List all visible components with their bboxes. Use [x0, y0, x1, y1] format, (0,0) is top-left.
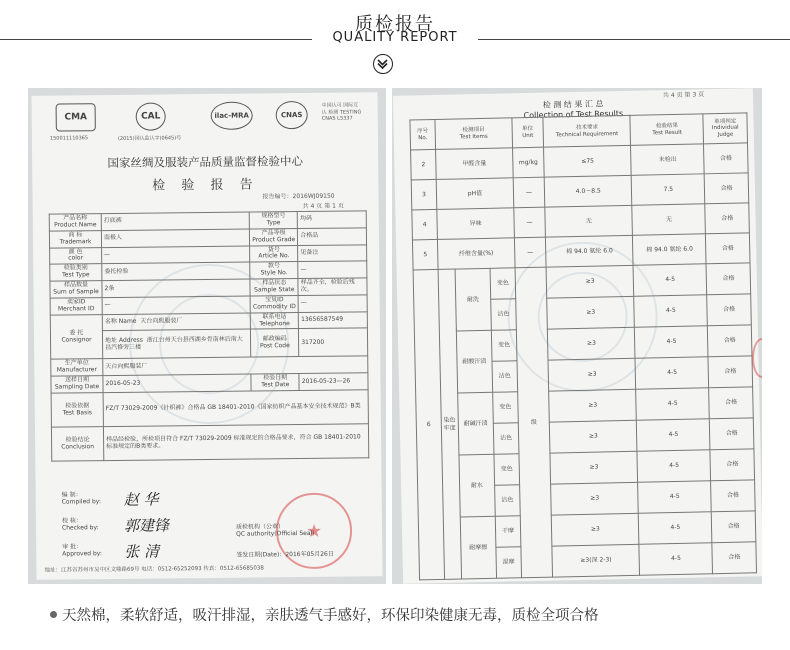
- field-value: 2016-05-23: [103, 374, 251, 392]
- checker-label: 校 核： Checked by:: [61, 517, 99, 532]
- field-value: 均码: [297, 211, 366, 229]
- cell-sub-item: 沾色: [495, 485, 521, 517]
- cell-item: pH值: [436, 178, 514, 210]
- cell-result: 4-5: [639, 512, 712, 545]
- column-header: 单位 Unit: [512, 117, 544, 148]
- results-title: 检 测 结 果 汇 总 Collection of Test Results: [523, 99, 624, 120]
- field-label: 样品数量 Sum of Sample: [50, 281, 102, 298]
- cell-no: 6: [413, 269, 444, 579]
- star-icon: ★: [305, 520, 323, 542]
- page-info: 共 4 页 第 1 页: [302, 202, 344, 210]
- cell-sub-item: 变色: [494, 454, 520, 486]
- field-label: 产品等级 Product Grade: [250, 228, 298, 245]
- cma-logo: CMA: [56, 103, 96, 131]
- field-value: 13656587549: [299, 312, 368, 330]
- cal-logo: CAL: [136, 102, 166, 130]
- issue-date: 签发日期(Date)：2016年05月26日: [236, 550, 334, 559]
- field-value: —: [102, 246, 250, 264]
- cell-result: 4-5: [634, 295, 707, 328]
- page-title: 质检报告: [355, 14, 435, 35]
- cell-requirement: ≥3(深 2-3): [552, 544, 640, 577]
- field-label: 样品状态 Sample State: [250, 279, 298, 296]
- cell-judge: 合格: [708, 356, 752, 388]
- cell-result: 4-5: [635, 357, 708, 390]
- cell-result: 4-5: [638, 481, 711, 514]
- cell-result: 4-5: [637, 450, 710, 483]
- consignor-name: 名称 Name 天台向熙服装厂: [102, 313, 250, 331]
- table-row: [51, 424, 368, 461]
- cell-unit: 级: [515, 267, 553, 578]
- product-tagline: [50, 604, 599, 625]
- field-value: 317200: [299, 328, 368, 357]
- cell-requirement: 无: [545, 205, 633, 237]
- field-label: 生产单位 Manufacturer: [51, 359, 103, 376]
- cell-group-label: 染色牢度: [438, 269, 461, 579]
- approver-signature: 张 清: [124, 542, 160, 561]
- certificate-photo: [28, 88, 386, 584]
- field-label: 款号 Style No.: [250, 262, 298, 279]
- cell-result: 7.5: [632, 174, 705, 206]
- field-label: 检验依据 Test Basis: [51, 393, 103, 428]
- cell-result: 4-5: [636, 388, 709, 421]
- cell-requirement: 棉 94.0 氨纶 6.0: [546, 235, 634, 267]
- ilac-logo: ilac-MRA: [211, 102, 253, 130]
- column-header: 序号 No.: [410, 119, 436, 150]
- cell-result: 4-5: [639, 543, 712, 576]
- cnas-logo: CNAS: [276, 101, 308, 129]
- certificate-table: [49, 210, 370, 461]
- chevron-down-icon[interactable]: [373, 54, 393, 74]
- field-value: 样品经检验，所检项目符合 FZ/T 73029-2009 标准规定的合格品要求，符合 GB 18401-2010 标准规定的B类要求。: [103, 424, 368, 461]
- table-row: [51, 390, 368, 427]
- cell-judge: 合格: [711, 511, 755, 543]
- cell-requirement: ≤75: [544, 145, 632, 177]
- field-label: 卖家ID Merchant ID: [50, 298, 102, 315]
- cnas-note: 中国认可 国际互认 检测 TESTING CNAS L5337: [321, 102, 362, 122]
- field-value: 见备注: [298, 244, 367, 262]
- cal-caption: (2015)国认监认字(0645)号: [117, 135, 182, 142]
- cell-judge: 合格: [706, 263, 750, 295]
- cell-judge: 合格: [710, 418, 754, 450]
- field-label: 货号 Article No.: [250, 245, 298, 262]
- field-label: 规格型号 Type: [249, 212, 297, 229]
- cell-result: 4-5: [637, 419, 710, 452]
- field-value: —: [298, 295, 367, 313]
- cell-subgroup: 耐摩擦: [460, 516, 497, 579]
- cell-no: 4: [412, 209, 438, 240]
- cell-result: 棉 94.0 氨纶 6.0: [633, 234, 706, 266]
- cell-requirement: ≥3: [549, 389, 637, 422]
- certification-logos: [46, 100, 366, 143]
- cell-judge: 合格: [706, 233, 750, 264]
- results-table: [409, 112, 757, 580]
- field-label: 委 托 Consignor: [50, 314, 102, 359]
- results-photo: [392, 88, 762, 584]
- field-value: 2条: [102, 279, 250, 297]
- cell-sub-item: 沾色: [491, 299, 517, 331]
- cell-result: 未检出: [631, 144, 704, 176]
- cell-judge: 合格: [704, 173, 748, 204]
- field-label: 检验类别 Test Type: [50, 264, 102, 281]
- cell-unit: —: [514, 207, 546, 238]
- cell-no: 3: [411, 179, 437, 210]
- field-value: —: [298, 261, 367, 279]
- field-value: 天台向熙服装厂: [103, 356, 368, 376]
- cell-requirement: ≥3: [546, 265, 634, 298]
- cell-item: 甲醛含量: [436, 148, 514, 180]
- cell-subgroup: 耐酸汗渍: [456, 330, 493, 393]
- field-value: 打底裤: [101, 212, 249, 230]
- certificate-footer: 地址：江苏省苏州市吴中区文鼎路69号 电话：0512-65252093 传真：0512-65685038: [44, 565, 264, 574]
- cell-sub-item: 变色: [490, 268, 516, 300]
- cell-subgroup: 耐洗: [455, 268, 492, 331]
- tagline-text: 天然棉，柔软舒适，吸汗排湿，亲肤透气手感好，环保印染健康无毒，质检全项合格: [62, 608, 599, 624]
- field-value: 2016-05-23—26: [299, 373, 368, 391]
- checker-signature: 郭建锋: [123, 516, 170, 535]
- cell-sub-item: 变色: [493, 392, 519, 424]
- cell-unit: mg/kg: [512, 147, 544, 178]
- field-value: 合格品: [298, 228, 367, 246]
- cell-no: 5: [412, 239, 438, 270]
- cell-item: 异味: [437, 208, 515, 240]
- field-label: 检验日期 Test Date: [251, 374, 299, 391]
- cell-judge: 合格: [710, 449, 754, 481]
- cell-requirement: ≥3: [551, 482, 639, 515]
- cell-sub-item: 变色: [491, 330, 517, 362]
- approver-label: 审 批： Approved by:: [62, 543, 102, 558]
- field-label: 送样日期 Sampling Date: [51, 376, 103, 393]
- cell-requirement: 4.0～8.5: [544, 175, 632, 207]
- cell-result: 无: [632, 204, 705, 236]
- field-value: —: [102, 296, 250, 314]
- field-value: 南极人: [101, 229, 249, 247]
- compiler-label: 编 制： Compiled by:: [61, 491, 101, 506]
- cell-requirement: ≥3: [549, 420, 637, 453]
- cell-judge: 合格: [708, 325, 752, 357]
- cell-judge: 合格: [711, 480, 755, 512]
- column-header: 单项判定 Individual Judge: [703, 113, 747, 144]
- field-label: 联系电话 Telephone: [251, 312, 299, 329]
- cell-unit: —: [513, 177, 545, 208]
- cell-judge: 合格: [709, 387, 753, 419]
- results-paper: [393, 88, 762, 583]
- page-subtitle: QUALITY REPORT: [332, 30, 458, 45]
- cell-requirement: ≥3: [547, 327, 635, 360]
- field-label: 颜 色 color: [50, 247, 102, 264]
- field-value: 委托检验: [102, 262, 250, 280]
- field-label: 检验结论 Conclusion: [51, 427, 103, 462]
- field-value: 样品齐全，检验后残次。: [298, 278, 367, 296]
- cell-subgroup: 耐碱汗渍: [457, 392, 494, 455]
- cell-requirement: ≥3: [550, 451, 638, 484]
- cell-sub-item: 干摩: [495, 516, 521, 548]
- field-label: 宝贝ID Commodity ID: [250, 295, 298, 312]
- cell-judge: 合格: [704, 143, 748, 174]
- qc-authority: 质检机构（公章） QC authority(Official Seal): [235, 523, 315, 538]
- institute-name: 国家丝绸及服装产品质量监督检验中心: [107, 153, 303, 171]
- cell-judge: 合格: [705, 203, 749, 234]
- cell-sub-item: 沾色: [492, 361, 518, 393]
- column-header: 技术要求 Technical Requirement: [543, 115, 631, 147]
- field-label: 商 标 Trademark: [49, 230, 101, 247]
- cell-no: 2: [411, 149, 437, 180]
- field-value: FZ/T 73029-2009《针织裤》合格品 GB 18401-2010《国家纺织产品基本安全技术规范》B类: [103, 390, 368, 427]
- page-info: 共 4 页 第 3 页: [662, 91, 705, 100]
- compiler-signature: 赵 华: [123, 490, 159, 509]
- field-label: 产品名称 Product Name: [49, 214, 101, 231]
- cell-subgroup: 耐水: [459, 454, 496, 517]
- column-header: 检验结果 Test Result: [630, 114, 703, 146]
- header-divider-right: [478, 39, 790, 40]
- report-title: 检 验 报 告: [152, 177, 259, 194]
- cell-sub-item: 沾色: [493, 423, 519, 455]
- cell-requirement: ≥3: [548, 358, 636, 391]
- field-label: 邮政编码 Post Code: [251, 329, 299, 358]
- cma-caption: 150011110365: [49, 135, 89, 142]
- header-divider-left: [0, 39, 312, 40]
- cell-result: 4-5: [635, 326, 708, 359]
- cell-requirement: ≥3: [551, 513, 639, 546]
- report-number: 报告编号：2016WJ09150: [262, 192, 335, 201]
- cell-unit: —: [514, 237, 546, 268]
- cell-result: 4-5: [634, 264, 707, 297]
- consignor-address: 地址 Address 浙江台州天台县西湖乡骨南林后南大昌汽修旁三楼: [102, 330, 251, 360]
- cell-sub-item: 湿摩: [496, 547, 522, 579]
- column-header: 检测项目 Test Items: [435, 118, 513, 150]
- cell-requirement: ≥3: [547, 296, 635, 329]
- bullet-icon: [50, 611, 57, 618]
- cell-judge: 合格: [712, 542, 756, 574]
- certificate-paper: [31, 92, 382, 580]
- cell-item: 纤维含量(%): [437, 238, 515, 270]
- cell-judge: 合格: [707, 294, 751, 326]
